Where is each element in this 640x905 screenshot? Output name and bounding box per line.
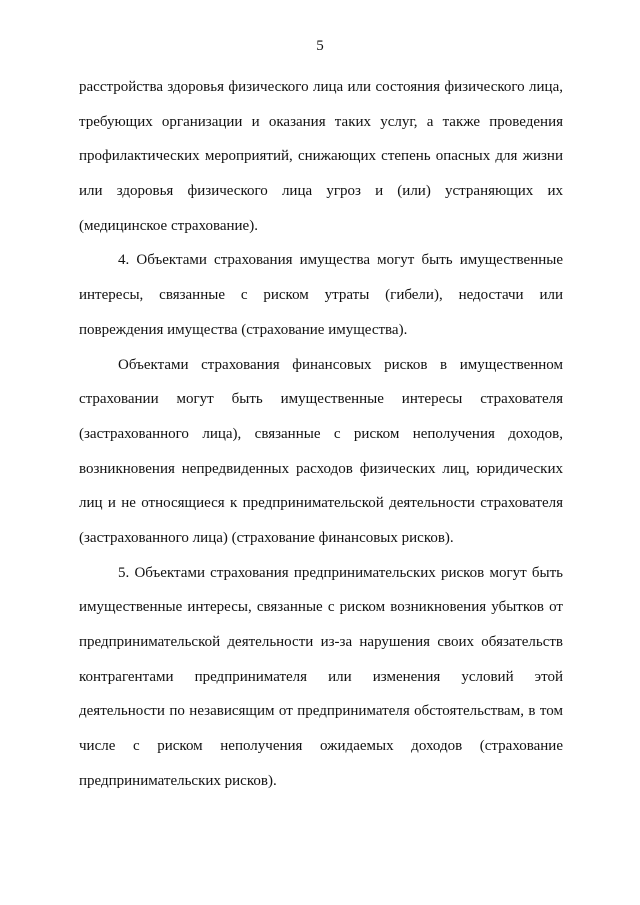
- text-line: требующих организации и оказания таких услуг, а также проведения: [79, 113, 563, 130]
- page-number: 5: [316, 38, 324, 54]
- text-line: 4. Объектами страхования имущества могут быть имущественные: [118, 252, 563, 269]
- paragraph-property-insurance: [79, 243, 563, 347]
- text-line: (застрахованного лица) (страхование финансовых рисков).: [79, 529, 454, 546]
- text-line: предпринимательских рисков).: [79, 772, 277, 789]
- text-line: расстройства здоровья физического лица или состояния физического лица,: [79, 79, 563, 95]
- text-line: или здоровья физического лица угроз и (или) устраняющих их: [79, 183, 563, 200]
- text-line: 5. Объектами страхования предпринимательских рисков могут быть: [118, 564, 563, 581]
- text-line: имущественные интересы, связанные с риском возникновения убытков от: [79, 599, 563, 616]
- paragraph-financial-risks: [79, 348, 563, 556]
- text-line: страховании могут быть имущественные интересы страхователя: [79, 391, 563, 408]
- text-line: возникновения непредвиденных расходов физических лиц, юридических: [79, 460, 563, 477]
- text-line: интересы, связанные с риском утраты (гибели), недостачи или: [79, 287, 563, 304]
- text-line: профилактических мероприятий, снижающих степень опасных для жизни: [79, 148, 563, 165]
- text-line: (застрахованного лица), связанные с риском неполучения доходов,: [79, 425, 563, 442]
- text-line: числе с риском неполучения ожидаемых доходов (страхование: [79, 738, 563, 755]
- paragraph-medical-insurance: [79, 70, 563, 243]
- paragraph-business-risks: [79, 556, 563, 799]
- text-line: контрагентами предпринимателя или изменения условий этой: [79, 668, 563, 685]
- text-line: (медицинское страхование).: [79, 217, 258, 234]
- text-line: лиц и не относящиеся к предпринимательской деятельности страхователя: [79, 495, 563, 512]
- document-body: [79, 70, 563, 798]
- text-line: предпринимательской деятельности из-за нарушения своих обязательств: [79, 634, 563, 650]
- text-line: Объектами страхования финансовых рисков в имущественном: [118, 356, 563, 373]
- text-line: повреждения имущества (страхование имущества).: [79, 321, 408, 338]
- text-line: деятельности по независящим от предпринимателя обстоятельствам, в том: [79, 703, 563, 720]
